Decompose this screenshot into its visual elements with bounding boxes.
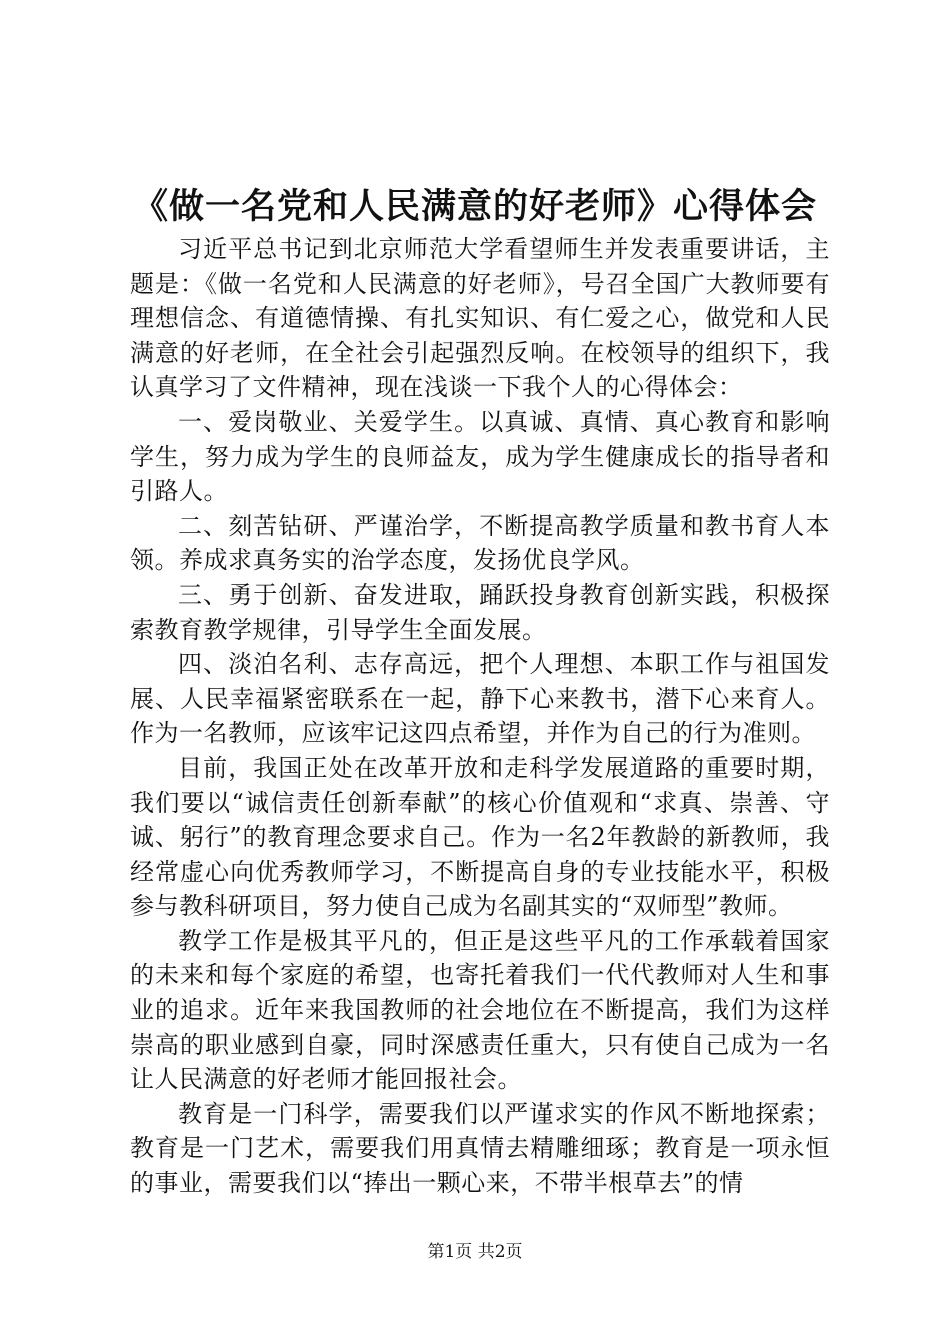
paragraph-point-2: 二、刻苦钻研、严谨治学，不断提高教学质量和教书育人本领。养成求真务实的治学态度，发扬优良学风。 [130,511,830,575]
paragraph-point-3: 三、勇于创新、奋发进取，踊跃投身教育创新实践，积极探索教育教学规律，引导学生全面发展。 [130,580,830,644]
page-number-footer: 第1页 共2页 [427,1242,523,1262]
paragraph-teaching-work: 教学工作是极其平凡的，但正是这些平凡的工作承载着国家的未来和每个家庭的希望，也寄托着我们一代代教师对人生和事业的追求。近年来我国教师的社会地位在不断提高，我们为这样崇高的职业感到自豪，同时深感责任重大，只有使自己成为一名让人民满意的好老师才能回报社会。 [130,926,830,1094]
paragraph-intro: 习近平总书记到北京师范大学看望师生并发表重要讲话，主题是：《做一名党和人民满意的好老师》，号召全国广大教师要有理想信念、有道德情操、有扎实知识、有仁爱之心，做党和人民满意的好老师，在全社会引起强烈反响。在校领导的组织下，我认真学习了文件精神，现在浅谈一下我个人的心得体会： [130,235,830,402]
paragraph-current-period: 目前，我国正处在改革开放和走科学发展道路的重要时期，我们要以“诚信责任创新奉献”的核心价值观和“求真、崇善、守诚、躬行”的教育理念要求自己。作为一名2年教龄的新教师，我经常虚心向优秀教师学习，不断提高自身的专业技能水平，积极参与教科研项目，努力使自己成为名副其实的“双师型”教师。 [130,753,830,921]
paragraph-point-1: 一、爱岗敬业、关爱学生。以真诚、真情、真心教育和影响学生，努力成为学生的良师益友，成为学生健康成长的指导者和引路人。 [130,407,830,506]
paragraph-point-4: 四、淡泊名利、志存高远，把个人理想、本职工作与祖国发展、人民幸福紧密联系在一起，静下心来教书，潜下心来育人。作为一名教师，应该牢记这四点希望，并作为自己的行为准则。 [130,650,830,748]
document-title: 《做一名党和人民满意的好老师》心得体会 [132,187,817,227]
document-body [130,232,830,1201]
paragraph-education: 教育是一门科学，需要我们以严谨求实的作风不断地探索；教育是一门艺术，需要我们用真情去精雕细琢；教育是一项永恒的事业，需要我们以“捧出一颗心来，不带半根草去”的情 [130,1099,830,1198]
